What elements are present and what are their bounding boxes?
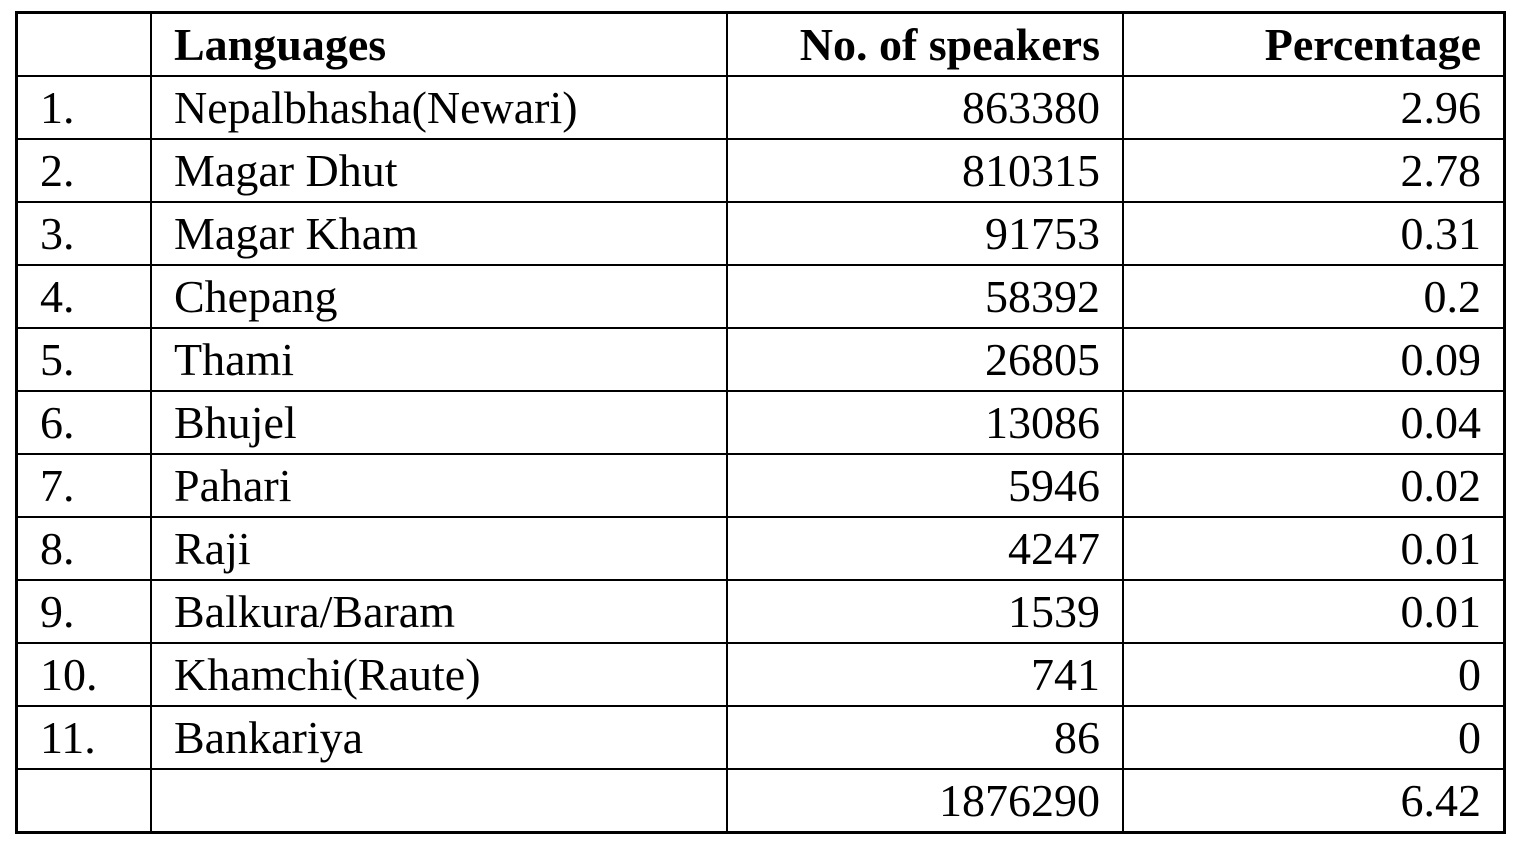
row-speakers: 741	[727, 643, 1123, 706]
row-serial: 5.	[17, 328, 152, 391]
row-percentage: 0.09	[1123, 328, 1505, 391]
row-percentage: 0	[1123, 706, 1505, 769]
row-speakers: 86	[727, 706, 1123, 769]
header-speakers: No. of speakers	[727, 13, 1123, 77]
header-percentage: Percentage	[1123, 13, 1505, 77]
row-percentage: 0.2	[1123, 265, 1505, 328]
row-speakers: 58392	[727, 265, 1123, 328]
row-speakers: 5946	[727, 454, 1123, 517]
row-serial: 7.	[17, 454, 152, 517]
row-language: Thami	[151, 328, 727, 391]
row-serial: 1.	[17, 76, 152, 139]
row-speakers: 4247	[727, 517, 1123, 580]
row-speakers: 1539	[727, 580, 1123, 643]
row-speakers: 810315	[727, 139, 1123, 202]
row-language: Magar Kham	[151, 202, 727, 265]
row-language: Raji	[151, 517, 727, 580]
row-language: Pahari	[151, 454, 727, 517]
row-language: Chepang	[151, 265, 727, 328]
header-serial	[17, 13, 152, 77]
total-serial	[17, 769, 152, 833]
table-row	[17, 454, 1505, 517]
row-serial: 2.	[17, 139, 152, 202]
header-row	[17, 13, 1505, 77]
header-languages: Languages	[151, 13, 727, 77]
row-serial: 10.	[17, 643, 152, 706]
row-percentage: 0.01	[1123, 580, 1505, 643]
row-percentage: 0.04	[1123, 391, 1505, 454]
row-speakers: 13086	[727, 391, 1123, 454]
row-serial: 3.	[17, 202, 152, 265]
row-serial: 11.	[17, 706, 152, 769]
table-row	[17, 517, 1505, 580]
row-serial: 6.	[17, 391, 152, 454]
row-percentage: 0.02	[1123, 454, 1505, 517]
row-speakers: 26805	[727, 328, 1123, 391]
row-percentage: 0.31	[1123, 202, 1505, 265]
total-percentage: 6.42	[1123, 769, 1505, 833]
row-percentage: 0.01	[1123, 517, 1505, 580]
row-speakers: 91753	[727, 202, 1123, 265]
row-language: Magar Dhut	[151, 139, 727, 202]
table-row	[17, 202, 1505, 265]
total-speakers: 1876290	[727, 769, 1123, 833]
row-percentage: 2.78	[1123, 139, 1505, 202]
table-row	[17, 328, 1505, 391]
row-serial: 8.	[17, 517, 152, 580]
table-row	[17, 580, 1505, 643]
table-row	[17, 706, 1505, 769]
row-speakers: 863380	[727, 76, 1123, 139]
row-percentage: 2.96	[1123, 76, 1505, 139]
row-language: Khamchi(Raute)	[151, 643, 727, 706]
table-row	[17, 139, 1505, 202]
languages-table	[15, 11, 1506, 834]
row-language: Bhujel	[151, 391, 727, 454]
row-language: Bankariya	[151, 706, 727, 769]
row-serial: 9.	[17, 580, 152, 643]
row-language: Balkura/Baram	[151, 580, 727, 643]
row-serial: 4.	[17, 265, 152, 328]
row-percentage: 0	[1123, 643, 1505, 706]
total-language	[151, 769, 727, 833]
total-row	[17, 769, 1505, 833]
table-row	[17, 391, 1505, 454]
table-row	[17, 76, 1505, 139]
row-language: Nepalbhasha(Newari)	[151, 76, 727, 139]
table-row	[17, 643, 1505, 706]
table-row	[17, 265, 1505, 328]
